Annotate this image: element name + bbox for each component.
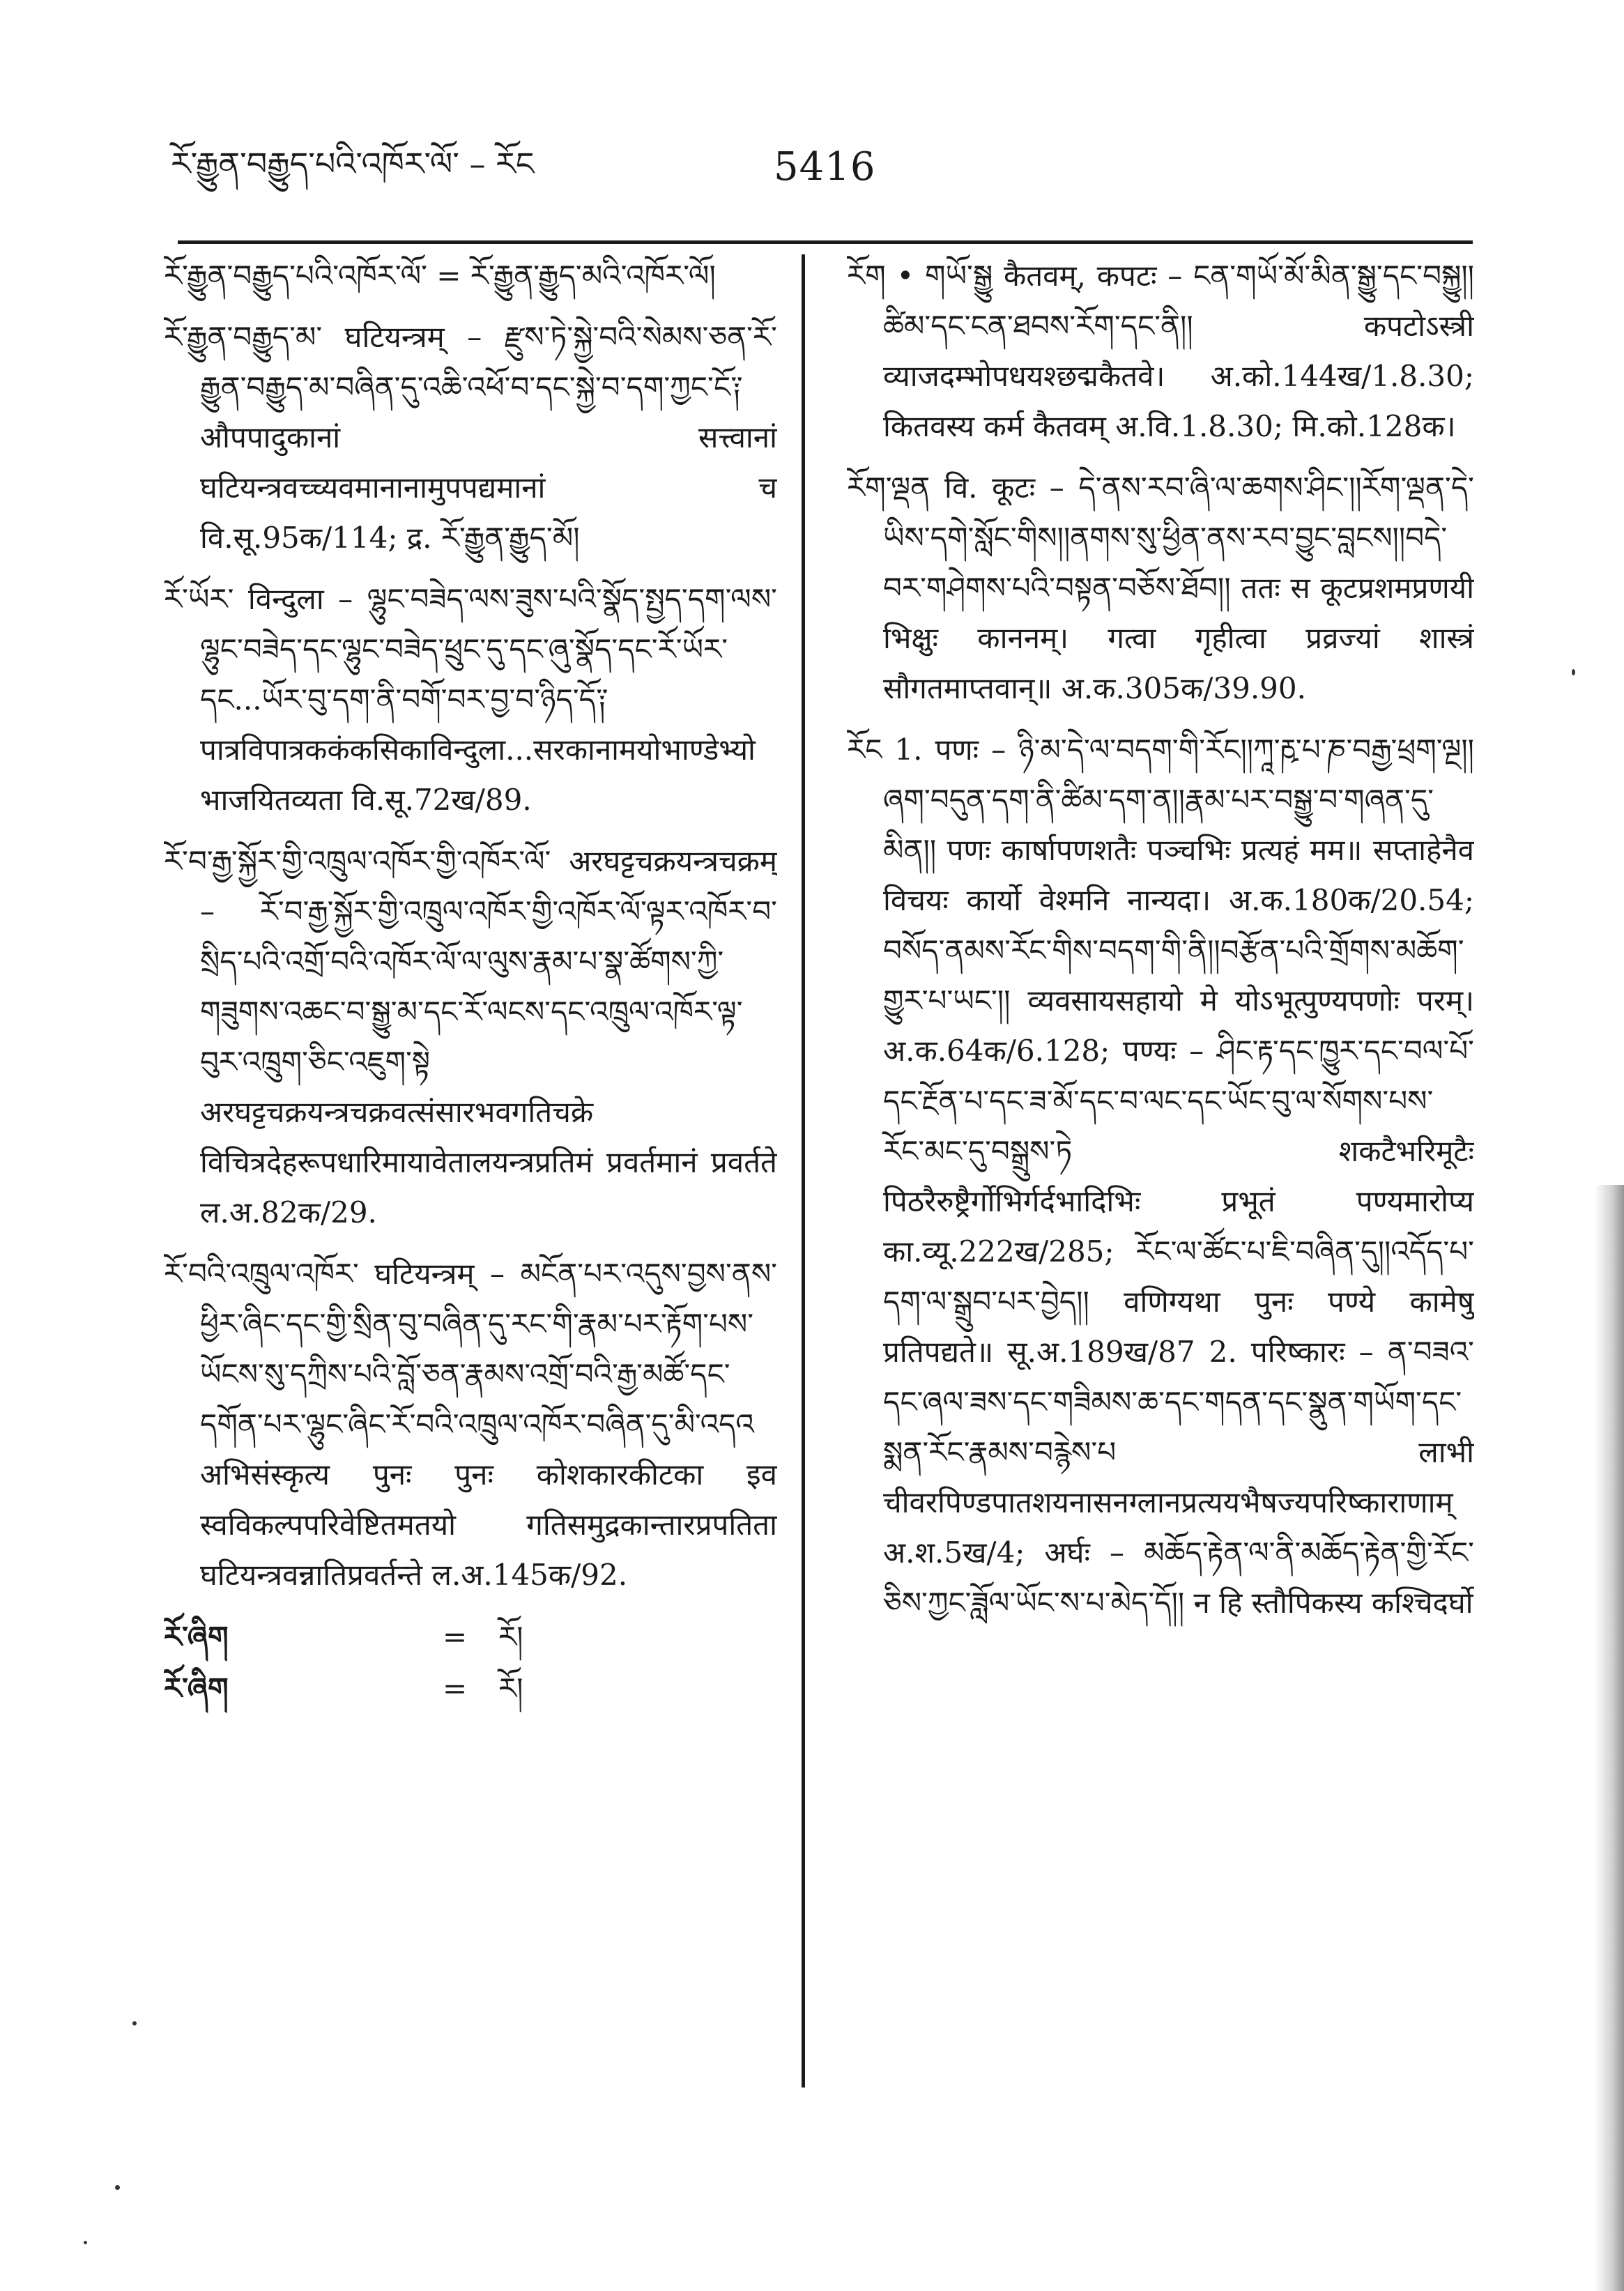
cross-reference-target: ཪོ། [498, 1671, 523, 1706]
dictionary-entry: ཪོ་རྒྱུན་བརྒྱུད་པའི་འཁོར་ལོ་ = ཪོ་རྒྱུན་རྒྱུད་མའི་འཁོར་ལོ། [164, 259, 716, 293]
cross-reference-headword: ཪོ་ཞིག [164, 1671, 229, 1706]
cross-reference-headword: ཪོ་ཞིག [164, 1620, 229, 1654]
equals-sign: = [443, 1620, 468, 1654]
cross-reference-target: ཪོ། [498, 1620, 523, 1654]
scan-speck [132, 2021, 137, 2025]
header-rule [178, 240, 1473, 244]
dictionary-entry: ཪོག • གཡོ་སྒྱུ कैतवम्, कपटः – ངན་གཡོ་མོ་མིན་སྒྱུ་དང་བསྐྱུ།།ཚིམ་དང་ངན་ཐབས་ཪོག་དང་ནི།། कपटोऽस्त्री व्याजदम्भोपधयश्छद्मकैतवे। अ.को.144ख/1.8.30; कितवस्य कर्म कैतवम् अ.वि.1.8.30; मि.को.128क। [847, 259, 1474, 443]
equals-sign: = [443, 1671, 468, 1706]
dictionary-entry: ཪོ་བའི་འཁྲུལ་འཁོར་ घटियन्त्रम् – མངོན་པར་འདུས་བྱས་ནས་ཕྱིར་ཞིང་དང་གྱི་སྲིན་བུ་བཞིན་དུ་རང་གི་རྣམ་པར་རྟོག་པས་ཡོངས་སུ་དཀྲིས་པའི་བློ་ཅན་རྣམས་འགྲོ་བའི་རྒྱ་མཚོ་དང་དགོན་པར་ལྷུང་ཞིང་ཪོ་བའི་འཁྲུལ་འཁོར་བཞིན་དུ་མི་འདའ अभिसंस्कृत्य पुनः पुनः कोशकारकीटका इव स्वविकल्पपरिवेष्टितमतयो गतिसमुद्रकान्तारप्रपतिता घटियन्त्रवन्नातिप्रवर्तन्ते ल.अ.145क/92. [164, 1257, 777, 1592]
dictionary-entry: ཪོ་རྒྱུན་བརྒྱུད་མ་ घटियन्त्रम् – རྫུས་ཏེ་སྐྱེ་བའི་སེམས་ཅན་ཪོ་རྒྱུན་བརྒྱུད་མ་བཞིན་དུ་འཆི་འཕོ་བ་དང་སྐྱེ་བ་དག་ཀྱང་ངོ༑ औपपादुकानां सत्त्वानां घटियन्त्रवच्च्यवमानानामुपपद्यमानां च वि.सू.95क/114; द्र. ཪོ་རྒྱུན་རྒྱུད་མོ། [164, 320, 777, 555]
column-divider [802, 254, 805, 2087]
right-column [847, 251, 1474, 2105]
cross-reference-row [164, 1663, 777, 1715]
dictionary-entry: ཪོག་ལྡན वि. कूटः – དེ་ནས་རབ་ཞི་ལ་ཆགས་ཤིང་།།ཪོག་ལྡན་དེ་ཡིས་དགེ་སློང་གིས།།ནགས་སུ་ཕྱིན་ནས་རབ་བྱུང་བླངས།།བདེ་བར་གཤེགས་པའི་བསྟན་བཅོས་ཐོབ།། ततः स कूटप्रशमप्रणयी भिक्षुः काननम्। गत्वा गृहीत्वा प्रव्रज्यां शास्त्रं सौगतमाप्तवान्॥ अ.क.305क/39.90. [847, 470, 1474, 705]
page-number: 5416 [774, 144, 876, 190]
dictionary-entry: ཪོ་ཡོར་ विन्दुला – ལྷུང་བཟེད་ལས་ཟུས་པའི་སྣོད་སྤྱད་དག་ལས་ལྷུང་བཟེད་དང་ལྷུང་བཟེད་ཕྲུང་དུ་དང་ཞུ་སྣོད་དང་ཪོ་ཡོར་དང...ཡོར་བུ་དག་ནི་བགོ་བར་བྱ་བ་ཉིད་དོ༑ पात्रविपात्रककंकसिकाविन्दुला...सरकानामयोभाण्डेभ्यो भाजयितव्यता वि.सू.72ख/89. [164, 582, 777, 817]
cross-reference-row [164, 1611, 777, 1663]
scan-speck [1572, 669, 1575, 675]
dictionary-entry: ཪོང 1. पणः – ཉི་མ་དེ་ལ་བདག་གི་ཪོང།།ཀཱ་རྵ་པ་ཎ་བརྒྱ་ཕྲག་ལྔ།།ཞག་བདུན་དག་ནི་ཚིམ་དག་ན།།རྣམ་པར་བསྒྱུ་བ་གཞན་དུ་མིན།། पणः कार्षापणशतैः पञ्चभिः प्रत्यहं मम॥ सप्ताहेनैव विचयः कार्यो वेश्मनि नान्यदा। अ.क.180क/20.54; བསོད་ནམས་ཪོང་གིས་བདག་གི་ནི།།བརྩོན་པའི་གྲོགས་མཆོག་གྱུར་པ་ཡང་།། व्यवसायसहायो मे योऽभूत्पुण्यपणोः परम्। अ.क.64क/6.128; पण्यः – ཤིང་རྟ་དང་ཁྱུར་དང་བལ་པོ་དང་རྔོན་པ་དང་ཟ་མོ་དང་བ་ལང་དང་ཡོང་བུ་ལ་སོགས་པས་ཪོང་མང་དུ་བསྒྲུས་ཏེ शकटैभरिमूटैः पिठरैरुष्ट्रैर्गोभिर्गर्दभादिभिः प्रभूतं पण्यमारोप्य का.व्यू.222ख/285; ཪོང་ལ་ཚོང་པ་ཇི་བཞིན་དུ།།འདོད་པ་དག་ལ་སྒྲུབ་པར་བྱེད།། वणिग्यथा पुनः पण्ये कामेषु प्रतिपद्यते॥ सू.अ.189ख/87 2. परिष्कारः – ན་བཟའ་དང་ཞལ་ཟས་དང་གཟིམས་ཆ་དང་གདན་དང་སྣུན་གཡོག་དང་སྨན་ཪོང་རྣམས་བརྙེས་པ लाभी चीवरपिण्डपातशयनासनग्लानप्रत्ययभैषज्यपरिष्काराणाम् अ.श.5ख/4; अर्घः – མཆོད་རྟེན་ལ་ནི་མཆོད་རྟེན་གྱི་ཪོང་ཅིས་ཀྱང་ཟློལ་ཡོང་ས་པ་མེད་དོ།། न हि स्तौपिकस्य कश्चिदर्घो [847, 733, 1474, 1620]
scan-speck [84, 2241, 87, 2244]
dictionary-entry: ཪོ་བ་རྒྱ་སྐྱོར་གྱི་འཁྲུལ་འཁོར་གྱི་འཁོར་ལོ་ अरघट्टचक्रयन्त्रचक्रम् – ཪོ་བ་རྒྱ་སྐྱོར་གྱི་འཁྲུལ་འཁོར་གྱི་འཁོར་ལོ་ལྟར་འཁོར་བ་སྲིད་པའི་འགྲོ་བའི་འཁོར་ལོ་ལ་ལུས་རྣམ་པ་སྣ་ཚོགས་ཀྱི་གཟུགས་འཆང་བ་སྒྱུ་མ་དང་རོ་ལངས་དང་འཁྲུལ་འཁོར་ལྟ་བུར་འཁྲུག་ཅིང་འཇུག་སྟེ अरघट्टचक्रयन्त्रचक्रवत्संसारभवगतिचक्रे विचित्रदेहरूपधारिमायावेतालयन्त्रप्रतिमं प्रवर्तमानं प्रवर्तते ल.अ.82क/29. [164, 844, 777, 1229]
running-head: ཪོ་རྒྱུན་བརྒྱུད་པའི་འཁོར་ལོ་ – ཪོང [171, 145, 535, 183]
scan-speck [115, 2185, 120, 2190]
left-column [164, 251, 777, 2216]
page-edge-shadow [1595, 1185, 1624, 2291]
